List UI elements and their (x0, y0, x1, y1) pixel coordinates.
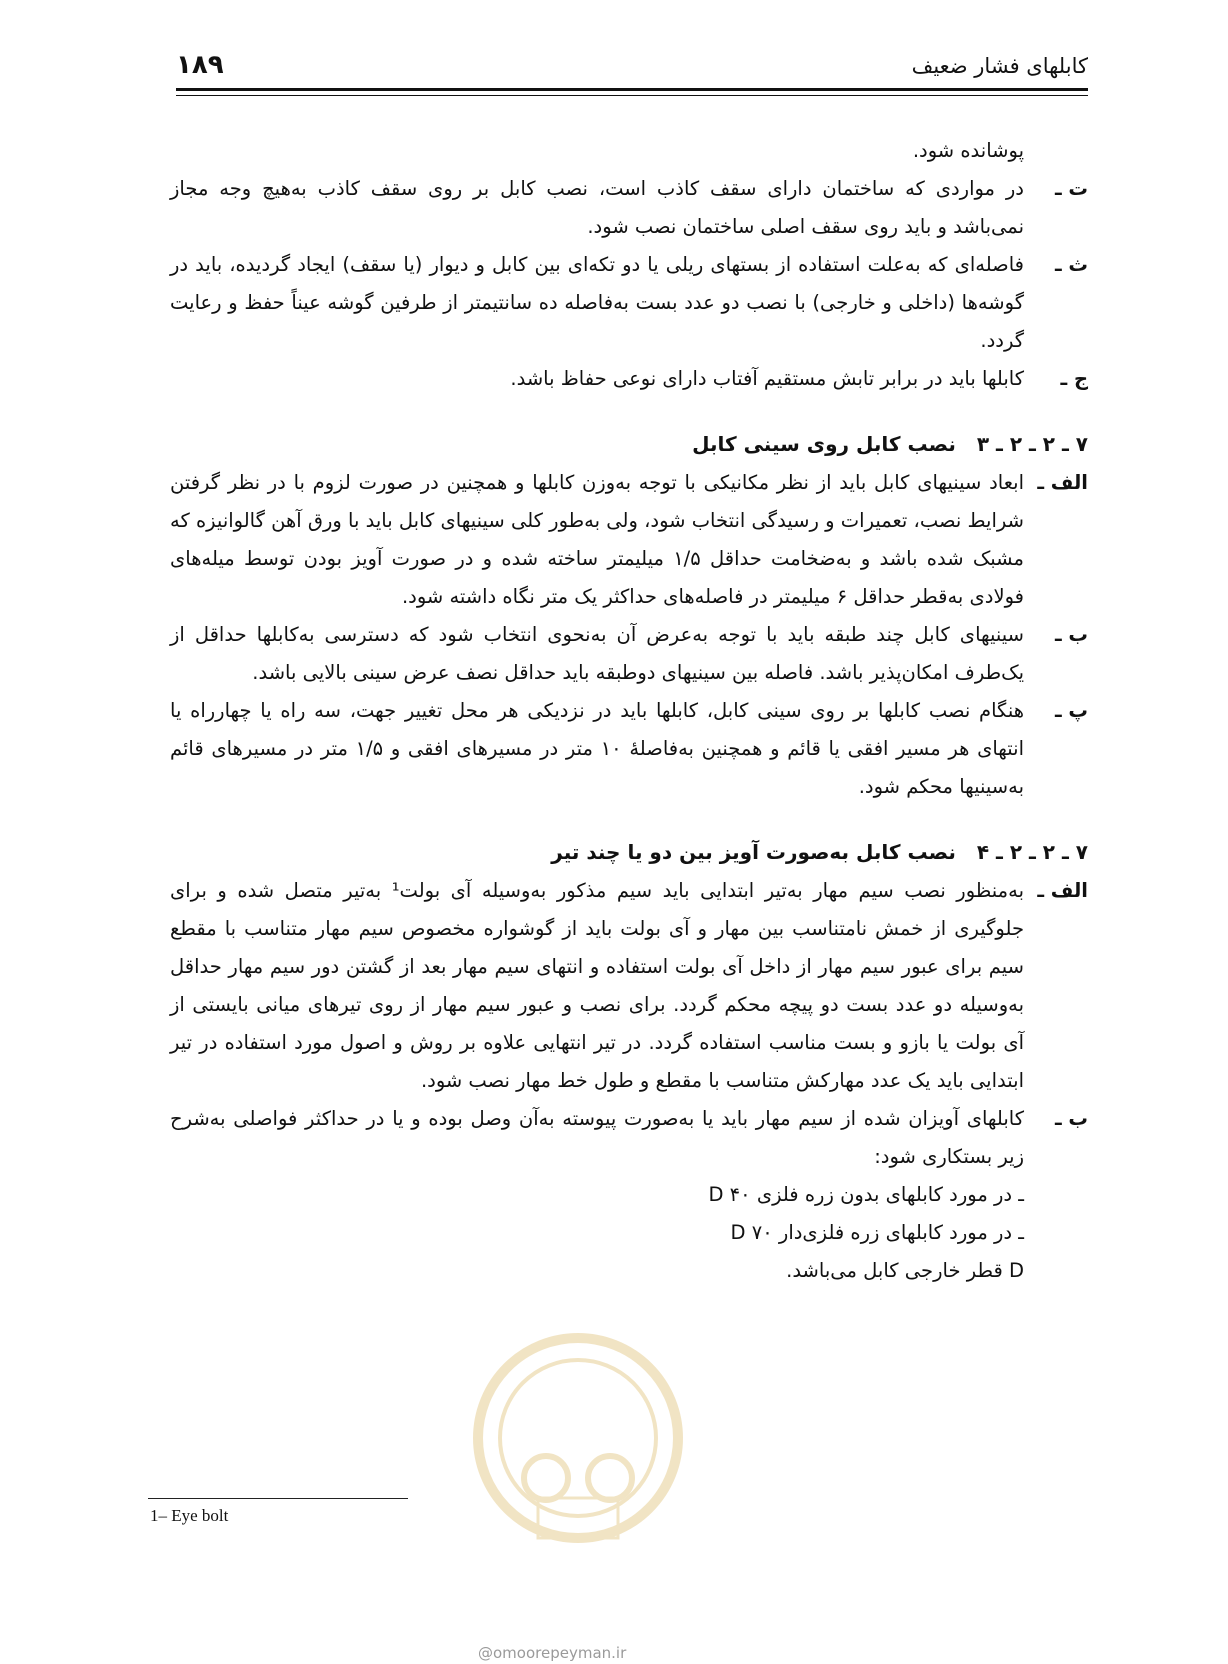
item-label: ب ـ (1054, 623, 1088, 646)
list-item (170, 692, 1088, 806)
list-item (170, 872, 1088, 1100)
footnote: 1– Eye bolt (150, 1506, 229, 1525)
footnote-rule (148, 1498, 408, 1499)
list-item (170, 1100, 1088, 1176)
item-text: به‌منظور نصب سیم مهار به‌تیر ابتدایی باید سیم مذکور به‌وسیله آی بولت¹ به‌تیر متصل شده و برای جلوگیری از خمش نامتناسب بین مهار و آی بولت باید از گوشواره مخصوص سیم مهار متناسب با مقطع سیم برای عبور سیم مهار از داخل آی بولت استفاده و انتهای سیم مهار بعد از گشتن دور سیم مهار حداقل به‌وسیله دو عدد بست دو پیچه محکم گردد. برای نصب و عبور سیم مهار از روی تیرهای میانی بایستی از آی بولت یا بازو و بست مناسب استفاده گردد. در تیر انتهایی علاوه بر روش و اصول مورد استفاده در تیر ابتدایی باید یک عدد مهارکش متناسب با مقطع و طول خط مهار نصب شود. (170, 879, 1025, 1092)
section-title: نصب کابل روی سینی کابل (692, 432, 956, 456)
running-title: کابلهای فشار ضعیف (911, 54, 1088, 78)
item-label: ب ـ (1054, 1107, 1088, 1130)
note-line: D قطر خارجی کابل می‌باشد. (786, 1259, 1024, 1282)
sub-item: ـ در مورد کابلهای بدون زره فلزی ۴۰ D (708, 1183, 1024, 1206)
item-text: سینیهای کابل چند طبقه باید با توجه به‌عرض آن به‌نحوی انتخاب شود که دسترسی به‌کابلها حداقل از یک‌طرف امکان‌پذیر باشد. فاصله بین سینیهای دوطبقه باید حداقل نصف عرض سینی بالایی باشد. (170, 623, 1024, 684)
section-number: ۷ ـ ۲ ـ ۲ ـ ۳ (976, 432, 1088, 456)
item-label: پ ـ (1054, 699, 1088, 722)
sub-item: ـ در مورد کابلهای زره فلزی‌دار ۷۰ D (730, 1221, 1024, 1244)
list-item (170, 616, 1088, 692)
list-item (170, 464, 1088, 616)
list-item (170, 170, 1088, 246)
item-text: هنگام نصب کابلها بر روی سینی کابل، کابلها باید در نزدیکی هر محل تغییر جهت، سه راه یا چهارراه یا انتهای هر مسیر افقی یا قائم و همچنین به‌فاصلهٔ ۱۰ متر در مسیرهای افقی و ۱/۵ متر در مسیرهای قائم به‌سینیها محکم شود. (170, 699, 1024, 798)
item-label: الف ـ (1037, 879, 1088, 902)
item-text: در مواردی که ساختمان دارای سقف کاذب است، نصب کابل بر روی سقف کاذب به‌هیچ وجه مجاز نمی‌باشد و باید روی سقف اصلی ساختمان نصب شود. (170, 177, 1024, 238)
item-label: ج ـ (1060, 367, 1088, 390)
section-number: ۷ ـ ۲ ـ ۲ ـ ۴ (976, 840, 1088, 864)
item-label: ت ـ (1054, 177, 1088, 200)
section-heading (170, 832, 1088, 872)
section-title: نصب کابل به‌صورت آویز بین دو یا چند تیر (551, 840, 956, 864)
item-text: کابلهای آویزان شده از سیم مهار باید یا به‌صورت پیوسته به‌آن وصل بوده و یا در حداکثر فواصلی به‌شرح زیر بستکاری شود: (170, 1107, 1024, 1168)
item-label: ث ـ (1054, 253, 1088, 276)
header-rule-thin (176, 95, 1088, 96)
item-text: کابلها باید در برابر تابش مستقیم آفتاب دارای نوعی حفاظ باشد. (510, 367, 1024, 390)
item-label: الف ـ (1037, 471, 1088, 494)
list-item (170, 360, 1088, 398)
item-text: فاصله‌ای که به‌علت استفاده از بستهای ریلی یا دو تکه‌ای بین کابل و دیوار (یا سقف) ایجاد گردیده، باید در گوشه‌ها (داخلی و خارجی) با نصب دو عدد بست به‌فاصله ده سانتیمتر از طرفین گوشه عیناً حفظ و رعایت گردد. (170, 253, 1024, 352)
item-text: ابعاد سینیهای کابل باید از نظر مکانیکی با توجه به‌وزن کابلها و همچنین در صورت لزوم با در نظر گرفتن شرایط نصب، تعمیرات و رسیدگی انتخاب شود، ولی به‌طور کلی سینیهای کابل باید با ورق آهن گالوانیزه که مشبک شده باشد و به‌ضخامت حداقل ۱/۵ میلیمتر ساخته شده و در صورت آویز بودن توسط میله‌های فولادی به‌قطر حداقل ۶ میلیمتر در فاصله‌های حداکثر یک متر نگاه داشته شود. (170, 471, 1024, 608)
list-item (170, 246, 1088, 360)
continuation-line: پوشانده شود. (912, 139, 1024, 162)
page-number: ۱۸۹ (176, 50, 224, 80)
page-header (176, 46, 1088, 92)
header-rule-thick (176, 88, 1088, 91)
watermark-seal-icon (468, 1328, 688, 1548)
watermark-url: @omoorepeyman.ir (478, 1644, 627, 1662)
page-body (170, 132, 1088, 1290)
section-heading (170, 424, 1088, 464)
